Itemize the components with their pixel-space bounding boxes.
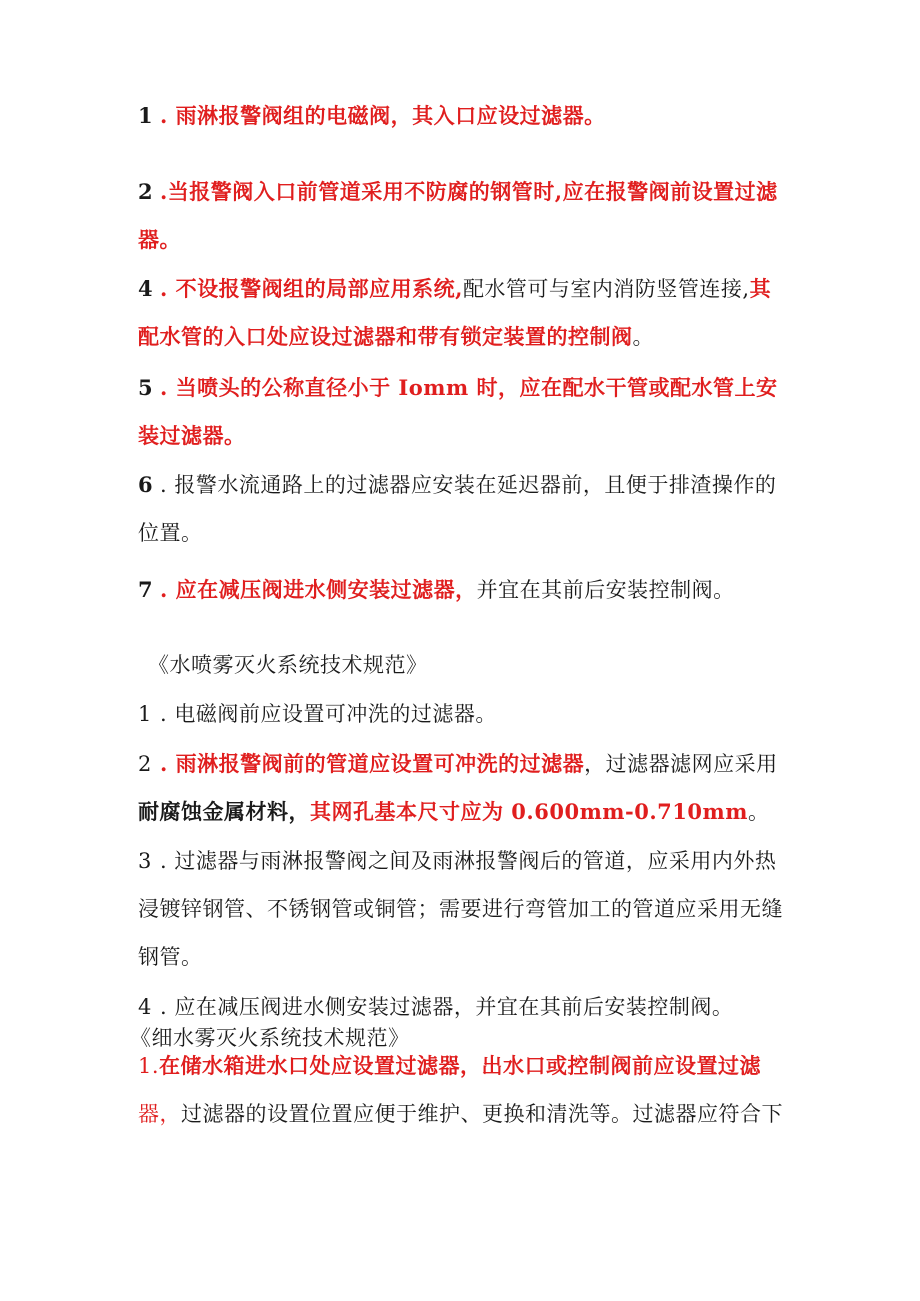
clause-text: 配水管可与室内消防竖管连接, (462, 277, 750, 301)
clause-number: 1 (138, 103, 154, 128)
clause-text: 过滤器的设置位置应便于维护、更换和清洗等。过滤器应符合下 (181, 1102, 783, 1126)
clause-1 (138, 92, 788, 140)
clause-text: .当报警阀入口前管道采用不防腐的钢管时,应在报警阀前设置过滤器。 (138, 179, 778, 252)
clause-text: . 电磁阀前应设置可冲洗的过滤器。 (160, 702, 497, 726)
clause-text-red: . 应在减压阀进水侧安装过滤器， (160, 577, 477, 602)
clause-text: 。 (632, 325, 654, 349)
mist-clause-1 (138, 1042, 788, 1138)
clause-text-red: 在储水箱进水口处应设置过滤器，出水口或控制阀前应设置过滤 (159, 1053, 762, 1078)
clause-number: 4 (138, 995, 152, 1019)
clause-text-red: . 雨淋报警阀前的管道应设置可冲洗的过滤器 (160, 751, 585, 776)
clause-number: 7 (138, 577, 154, 602)
clause-text-red: 其网孔基本尺寸应为 0.600mm-0.710mm (310, 799, 748, 824)
clause-text: . 报警水流通路上的过滤器应安装在延迟器前，且便于排渣操作的位置。 (138, 473, 777, 545)
spray-clause-3 (138, 837, 788, 981)
section-title-water-spray: 《水喷雾灭火系统技术规范》 (148, 653, 428, 677)
section-title-fine-mist: 《细水雾灭火系统技术规范》 (130, 1026, 410, 1050)
clause-number: 5 (138, 375, 154, 400)
clause-number: 6 (138, 472, 154, 497)
clause-text: ，过滤器滤网应采用 (584, 752, 778, 776)
clause-text-bold: 耐腐蚀金属材料， (138, 799, 310, 824)
clause-text-red: 其配水管的入口处应设过滤器和带有锁定装置的控制阀 (138, 276, 772, 349)
clause-number: 2 (138, 179, 154, 204)
clause-6 (138, 461, 788, 557)
clause-text: . 当喷头的公称直径小于 Iomm 时，应在配水干管或配水管上安装过滤器。 (138, 375, 778, 448)
clause-text-red: 器， (138, 1102, 181, 1126)
clause-5 (138, 364, 788, 460)
clause-text: 并宜在其前后安装控制阀。 (476, 578, 735, 602)
clause-2 (138, 168, 788, 264)
clause-4 (138, 265, 788, 361)
clause-number: 1. (138, 1054, 160, 1078)
clause-text: . 应在减压阀进水侧安装过滤器，并宜在其前后安装控制阀。 (160, 995, 734, 1019)
clause-text-red: . 不设报警阀组的局部应用系统, (160, 276, 463, 301)
clause-number: 4 (138, 276, 154, 301)
clause-text: 。 (747, 800, 770, 824)
clause-number: 3 (138, 849, 152, 873)
clause-text: . 雨淋报警阀组的电磁阀，其入口应设过滤器。 (160, 103, 606, 128)
spray-clause-2 (138, 740, 788, 836)
spray-clause-1 (138, 690, 788, 738)
clause-number: 1 (138, 702, 152, 726)
clause-text: . 过滤器与雨淋报警阀之间及雨淋报警阀后的管道，应采用内外热浸镀锌钢管、不锈钢管或铜管；需要进行弯管加工的管道应采用无缝钢管。 (138, 849, 783, 969)
clause-number: 2 (138, 752, 152, 776)
clause-7 (138, 566, 788, 614)
